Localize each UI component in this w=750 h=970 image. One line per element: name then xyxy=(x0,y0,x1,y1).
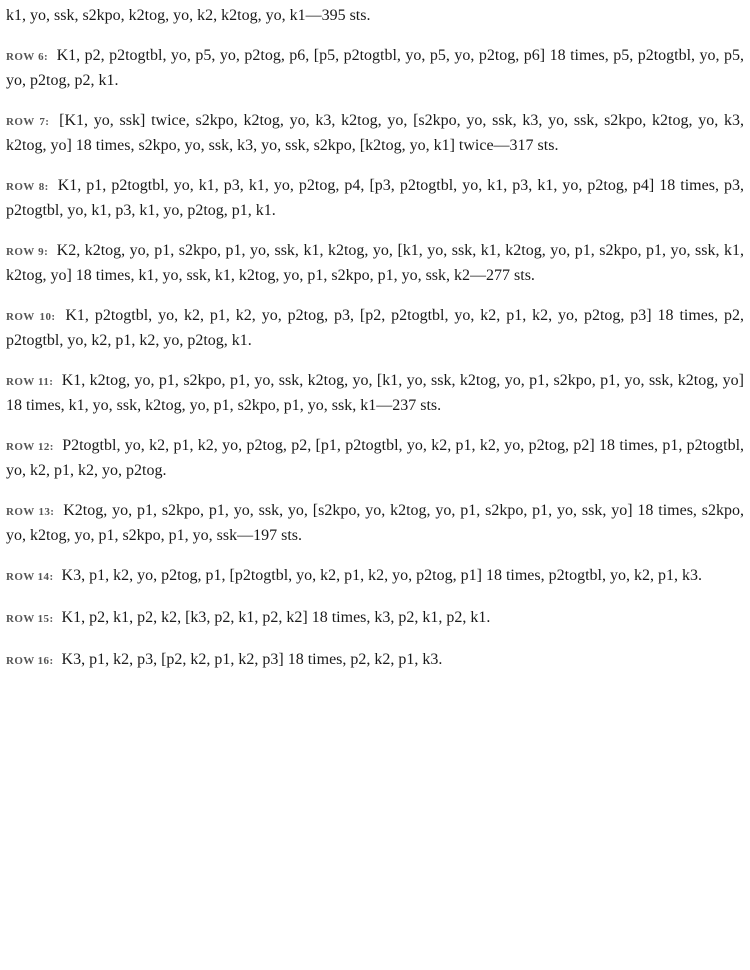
continued-row-text: k1, yo, ssk, s2kpo, k2tog, yo, k2, k2tog, yo, k1—395 sts. xyxy=(6,7,371,24)
row-13 xyxy=(6,499,744,547)
row-label: ROW 14: xyxy=(6,571,54,583)
row-11 xyxy=(6,369,744,417)
row-instructions: K3, p1, k2, yo, p2tog, p1, [p2togtbl, yo, k2, p1, k2, yo, p2tog, p1] 18 times, p2togtbl, yo, k2, p1, k3. xyxy=(61,567,702,584)
row-label: ROW 12: xyxy=(6,441,54,453)
row-6 xyxy=(6,44,744,92)
row-label: ROW 16: xyxy=(6,655,54,667)
row-14 xyxy=(6,564,744,589)
row-label: ROW 13: xyxy=(6,506,55,518)
row-12 xyxy=(6,434,744,482)
row-instructions: K1, p2, p2togtbl, yo, p5, yo, p2tog, p6, [p5, p2togtbl, yo, p5, yo, p2tog, p6] 18 times, p5, p2togtbl, yo, p5, yo, p2tog, p2, k1. xyxy=(6,47,744,89)
row-9 xyxy=(6,239,744,287)
pattern-page xyxy=(6,4,744,690)
row-label: ROW 9: xyxy=(6,246,49,258)
row-label: ROW 8: xyxy=(6,181,49,193)
row-7 xyxy=(6,109,744,157)
row-label: ROW 10: xyxy=(6,311,56,323)
row-15 xyxy=(6,606,744,631)
row-instructions: K2, k2tog, yo, p1, s2kpo, p1, yo, ssk, k1, k2tog, yo, [k1, yo, ssk, k1, k2tog, yo, p1, s2kpo, p1, yo, ssk, k1, k2tog, yo] 18 times, k1, yo, ssk, k1, k2tog, yo, p1, s2kpo, p1, yo, ssk, k2—277 sts. xyxy=(6,242,745,284)
row-instructions: P2togtbl, yo, k2, p1, k2, yo, p2tog, p2, [p1, p2togtbl, yo, k2, p1, k2, yo, p2tog, p2] 18 times, p1, p2togtbl, yo, k2, p1, k2, yo, p2tog. xyxy=(6,437,745,479)
row-8 xyxy=(6,174,744,222)
row-instructions: K1, k2tog, yo, p1, s2kpo, p1, yo, ssk, k2tog, yo, [k1, yo, ssk, k2tog, yo, p1, s2kpo, p1, yo, ssk, k2tog, yo] 18 times, k1, yo, ssk, k2tog, yo, p1, s2kpo, p1, yo, ssk, k1—237 sts. xyxy=(6,372,744,414)
row-label: ROW 11: xyxy=(6,376,54,388)
row-10 xyxy=(6,304,744,352)
row-label: ROW 15: xyxy=(6,613,54,625)
row-instructions: K1, p1, p2togtbl, yo, k1, p3, k1, yo, p2tog, p4, [p3, p2togtbl, yo, k1, p3, k1, yo, p2tog, p4] 18 times, p3, p2togtbl, yo, k1, p3, k1, yo, p2tog, p1, k1. xyxy=(6,177,744,219)
row-16 xyxy=(6,648,744,673)
row-instructions: K2tog, yo, p1, s2kpo, p1, yo, ssk, yo, [s2kpo, yo, k2tog, yo, p1, s2kpo, p1, yo, ssk, yo] 18 times, s2kpo, yo, k2tog, yo, p1, s2kpo, p1, yo, ssk—197 sts. xyxy=(6,502,744,544)
row-label: ROW 6: xyxy=(6,51,49,63)
row-instructions: [K1, yo, ssk] twice, s2kpo, k2tog, yo, k3, k2tog, yo, [s2kpo, yo, ssk, k3, yo, ssk, s2kpo, k2tog, yo, k3, k2tog, yo] 18 times, s2kpo, yo, ssk, k3, yo, ssk, s2kpo, [k2tog, yo, k1] twice—317 sts. xyxy=(6,112,745,154)
row-instructions: K3, p1, k2, p3, [p2, k2, p1, k2, p3] 18 times, p2, k2, p1, k3. xyxy=(61,651,443,668)
row-instructions: K1, p2, k1, p2, k2, [k3, p2, k1, p2, k2] 18 times, k3, p2, k1, p2, k1. xyxy=(61,609,491,626)
row-instructions: K1, p2togtbl, yo, k2, p1, k2, yo, p2tog, p3, [p2, p2togtbl, yo, k2, p1, k2, yo, p2tog, p3] 18 times, p2, p2togtbl, yo, k2, p1, k2, yo, p2tog, k1. xyxy=(6,307,745,349)
row-label: ROW 7: xyxy=(6,116,50,128)
